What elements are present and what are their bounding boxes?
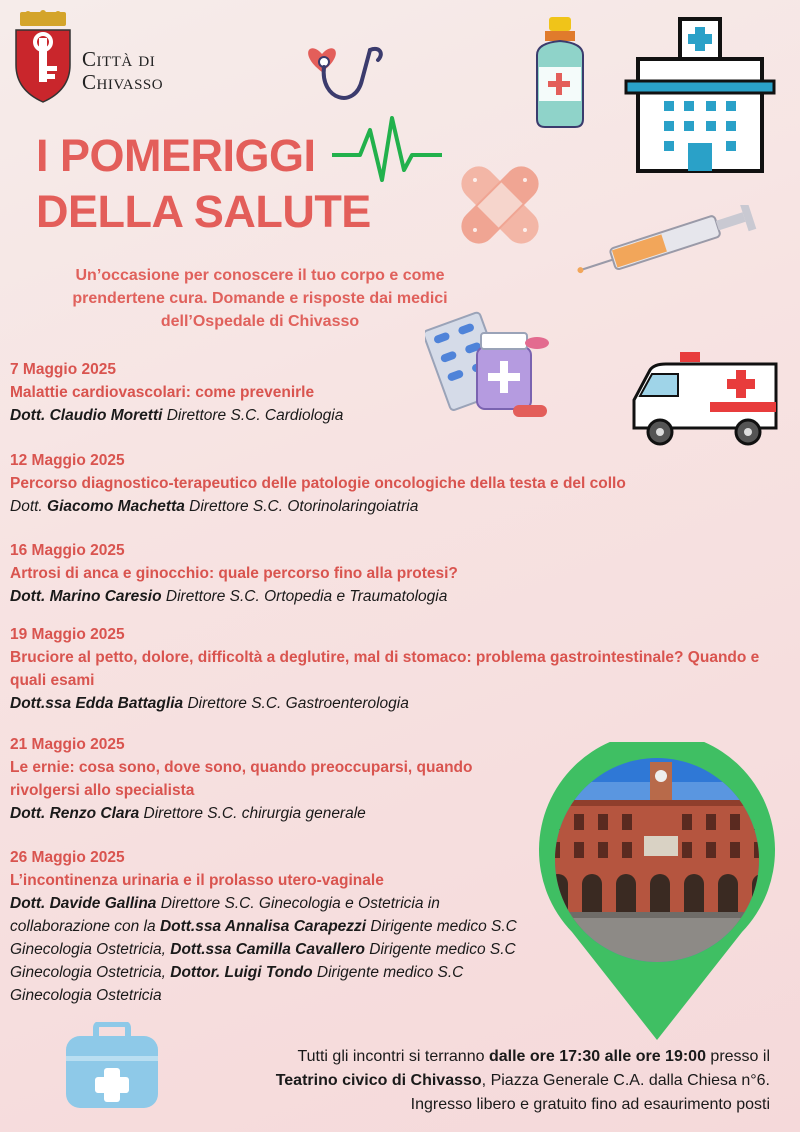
doctor-prefix: Dott.: [10, 588, 46, 605]
event-1: [10, 358, 790, 427]
title-line2: DELLA SALUTE: [36, 186, 371, 237]
event-date: 12 Maggio 2025: [10, 452, 125, 469]
doctor-name: Marino Caresio: [49, 588, 162, 605]
city-line2: Chivasso: [82, 70, 164, 94]
event-doctor: [10, 692, 790, 715]
doctor-prefix: Dott.: [10, 498, 43, 515]
doctor-role: Direttore S.C. Cardiologia: [166, 407, 344, 424]
doctor-prefix: Dott.: [10, 407, 46, 424]
doctor-name: Edda Battaglia: [75, 695, 184, 712]
doctor-name: Dottor. Luigi Tondo: [170, 964, 313, 981]
doctor-name: Dott. Davide Gallina: [10, 895, 157, 912]
doctor-role: Direttore S.C. chirurgia generale: [143, 805, 366, 822]
doctor-role: Direttore S.C. Otorinolaringoiatria: [189, 498, 419, 515]
doctor-role: Direttore S.C. Gastroenterologia: [187, 695, 409, 712]
medicine-bottle-icon: [525, 15, 595, 130]
footer-text: presso il: [710, 1048, 770, 1065]
hospital-icon: [622, 15, 777, 175]
doctor-role: Dirigente medico S.C Ginecologia Ostetricia,: [10, 941, 516, 981]
doctor-prefix: Dott.ssa: [10, 695, 72, 712]
page-title: [36, 128, 371, 240]
location-pin-photo: [532, 742, 782, 1042]
crest-icon: [10, 10, 76, 105]
footer-venue: Teatrino civico di Chivasso: [275, 1072, 482, 1089]
first-aid-kit-icon: [62, 1022, 162, 1112]
event-topic: L’incontinenza urinaria e il prolasso utero-vaginale: [10, 872, 384, 889]
event-doctor: [10, 585, 790, 608]
subtitle: Un’occasione per conoscere il tuo corpo e come prendertene cura. Domande e risposte dai medici dell’Ospedale di Chivasso: [72, 267, 448, 330]
event-topic: Le ernie: cosa sono, dove sono, quando preoccuparsi, quando rivolgersi allo specialista: [10, 759, 473, 799]
event-doctors: [10, 892, 530, 1007]
doctor-role: Direttore S.C. Ortopedia e Traumatologia: [165, 588, 448, 605]
footer-time: dalle ore 17:30 alle ore 19:00: [488, 1048, 706, 1065]
event-4: [10, 623, 790, 715]
stethoscope-icon: [300, 40, 390, 110]
city-name: [82, 48, 163, 94]
footer-info: [170, 1045, 770, 1117]
doctor-role: Dirigente medico S.C Ginecologia Ostetricia: [10, 964, 464, 1004]
event-2: [10, 449, 790, 518]
doctor-name: Renzo Clara: [49, 805, 140, 822]
doctor-name: Giacomo Machetta: [47, 498, 185, 515]
footer-text: Tutti gli incontri si terranno: [297, 1048, 485, 1065]
bandage-icon: [445, 150, 555, 260]
doctor-prefix: Dott.: [10, 805, 46, 822]
footer-address: , Piazza Generale C.A. dalla Chiesa n°6.: [481, 1072, 770, 1089]
event-date: 21 Maggio 2025: [10, 736, 125, 753]
doctor-role: Dirigente medico S.C Ginecologia Ostetricia,: [10, 918, 517, 958]
event-doctor: [10, 495, 790, 518]
event-date: 19 Maggio 2025: [10, 626, 125, 643]
event-date: 26 Maggio 2025: [10, 849, 125, 866]
event-doctor: [10, 404, 790, 427]
doctor-name: Dott.ssa Annalisa Carapezzi: [159, 918, 367, 935]
doctor-role: Direttore S.C. Ginecologia e Ostetricia in collaborazione con la: [10, 895, 440, 935]
event-3: [10, 539, 790, 608]
doctor-name: Dott.ssa Camilla Cavallero: [170, 941, 365, 958]
title-line1: I POMERIGGI: [36, 130, 316, 181]
footer-line2: [170, 1069, 770, 1093]
event-topic: Artrosi di anca e ginocchio: quale percorso fino alla protesi?: [10, 565, 458, 582]
event-topic: Bruciore al petto, dolore, difficoltà a deglutire, mal di stomaco: problema gastrointestinale? Quando e quali esami: [10, 649, 760, 689]
event-doctor: [10, 802, 540, 825]
event-topic: Malattie cardiovascolari: come prevenirle: [10, 384, 315, 401]
syringe-icon: [570, 205, 765, 280]
event-6: [10, 846, 530, 1007]
doctor-name: Claudio Moretti: [49, 407, 163, 424]
event-5: [10, 733, 540, 825]
footer-line3: Ingresso libero e gratuito fino ad esaurimento posti: [410, 1096, 770, 1113]
event-topic: Percorso diagnostico-terapeutico delle patologie oncologiche della testa e del collo: [10, 475, 626, 492]
footer-line1: [170, 1045, 770, 1069]
event-date: 16 Maggio 2025: [10, 542, 125, 559]
event-date: 7 Maggio 2025: [10, 361, 116, 378]
city-line1: Città di: [82, 47, 156, 71]
